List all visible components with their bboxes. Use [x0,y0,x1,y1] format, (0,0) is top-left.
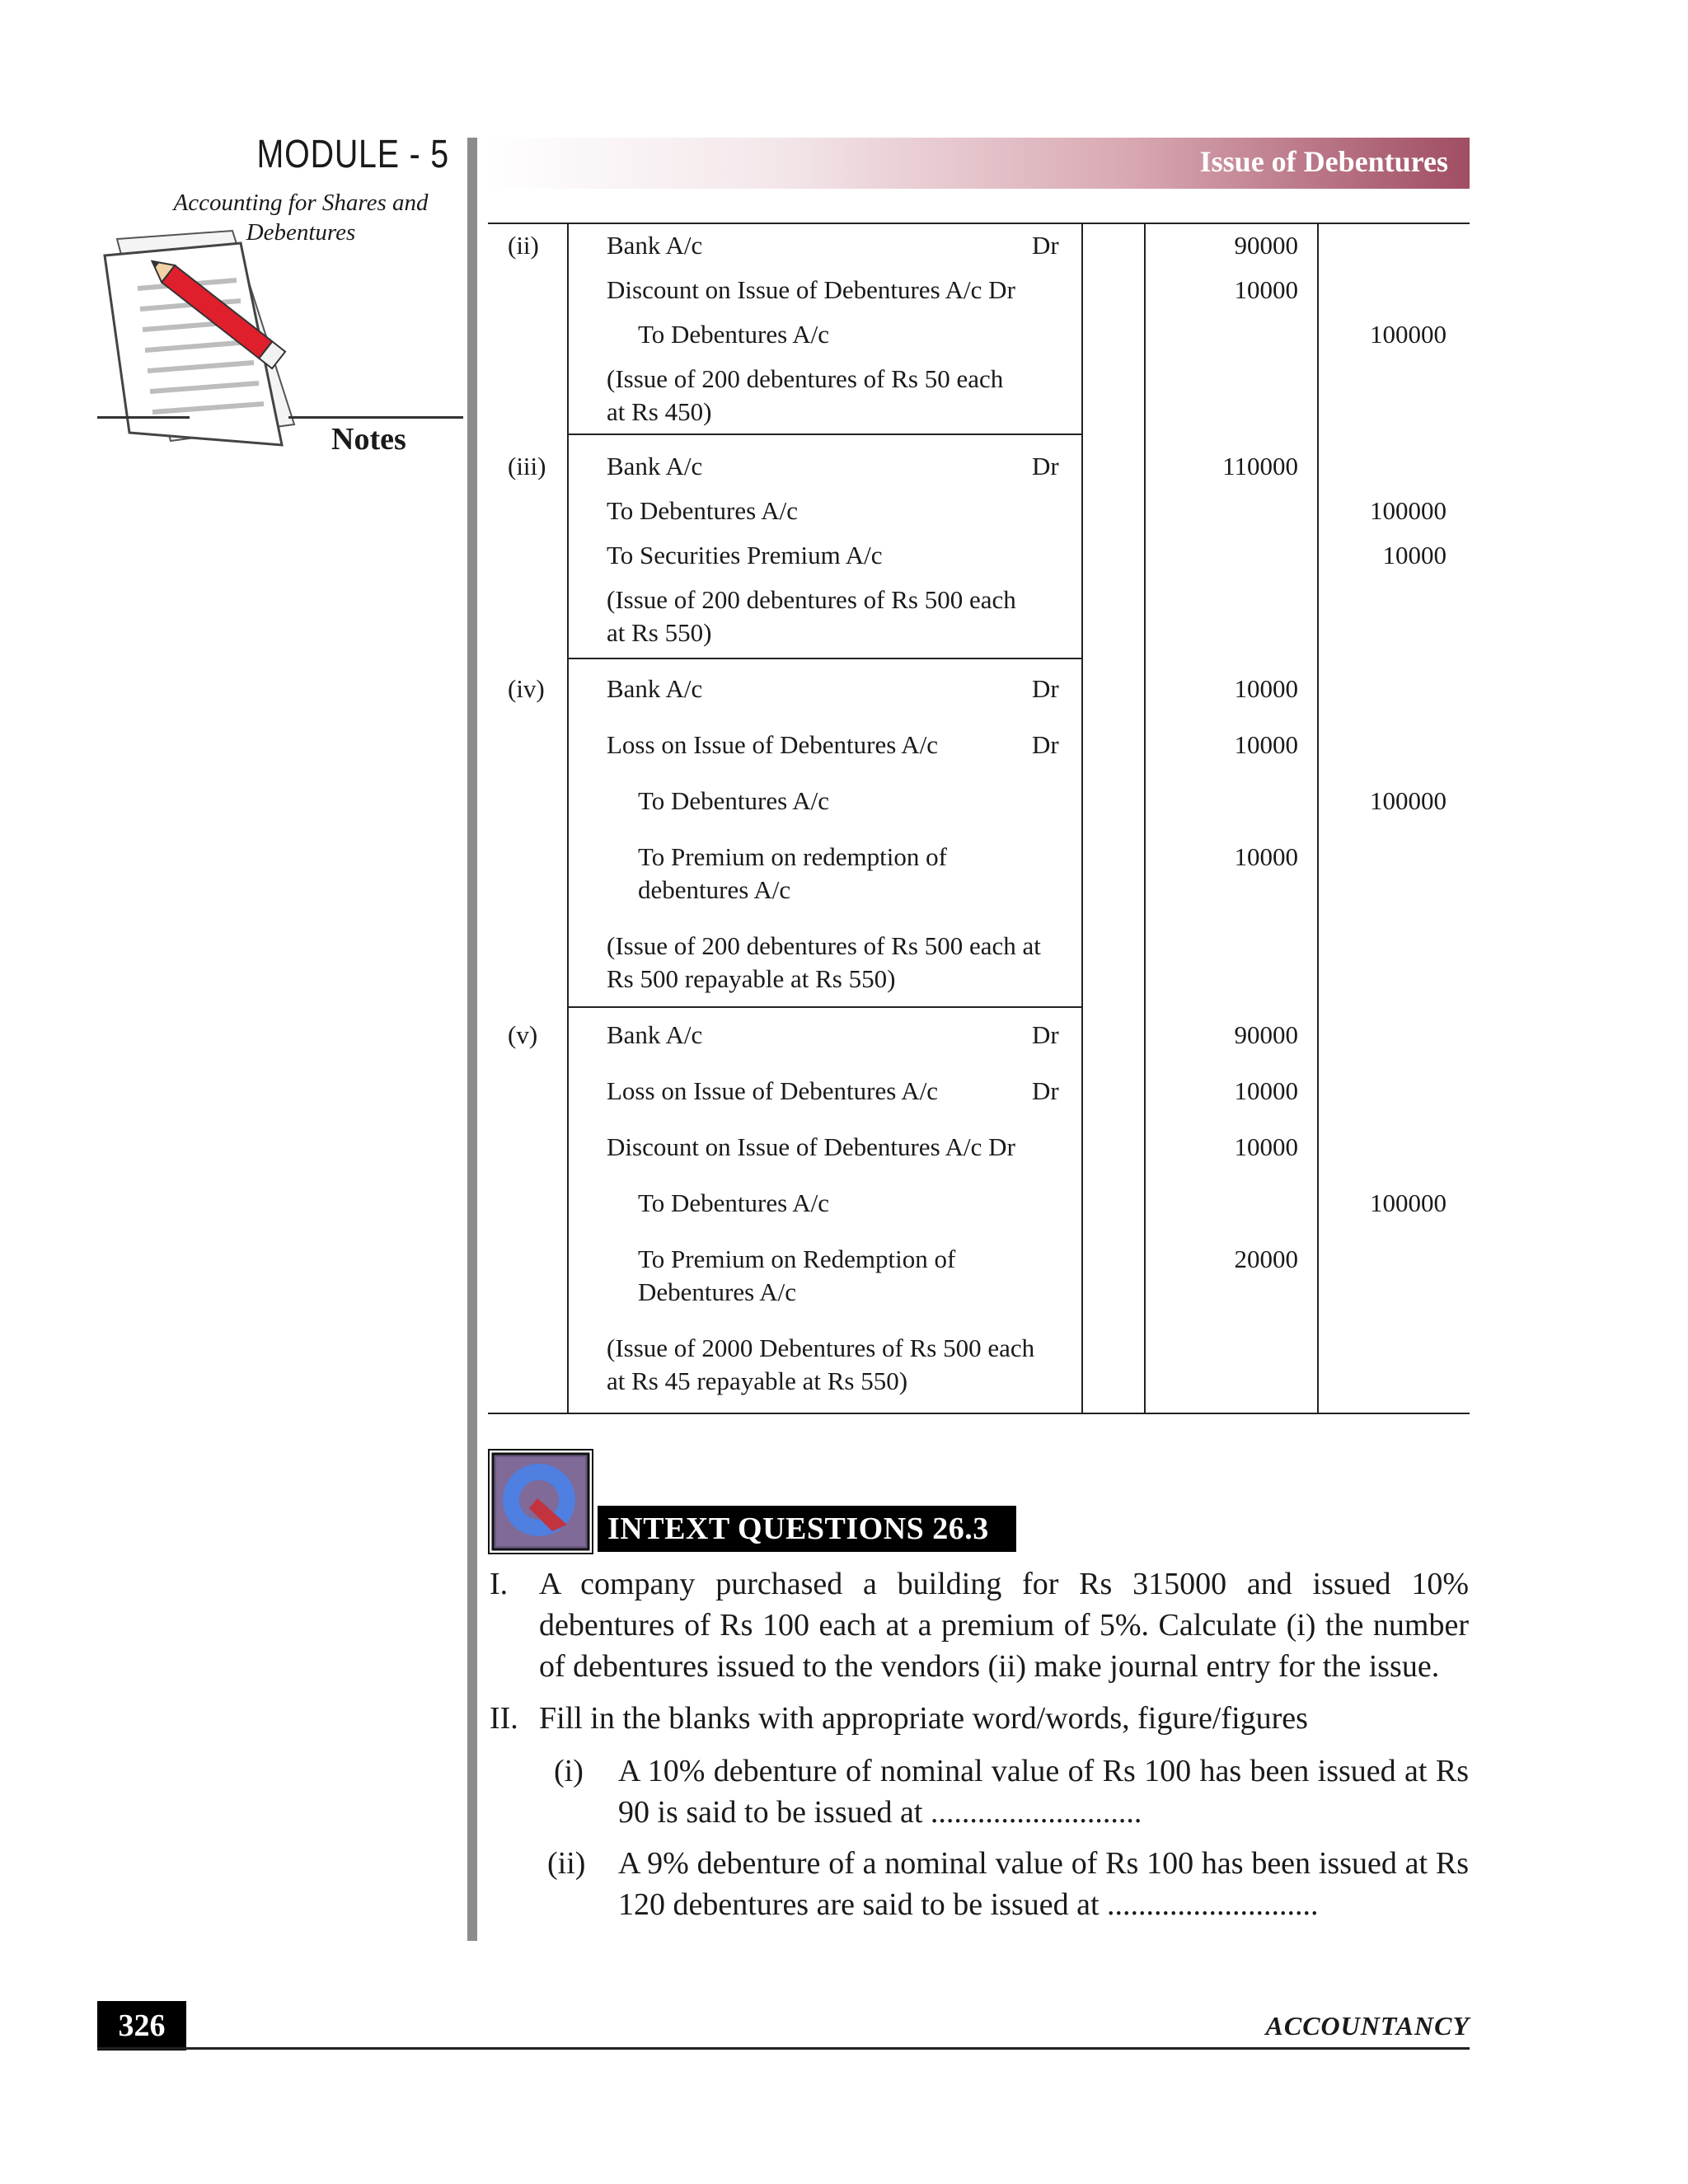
table-column-rule [1081,224,1083,1413]
particulars: To Debentures A/c [638,786,829,815]
particulars: To Debentures A/c [638,320,829,349]
narration: (Issue of 200 debentures of Rs 500 each at Rs 500 repayable at Rs 550) [607,931,1041,993]
chapter-title: Issue of Debentures [1199,145,1448,178]
particulars: Bank A/c [607,231,703,260]
debit-amount: 10000 [1234,275,1298,304]
page-number: 326 [97,2001,186,2050]
notes-label: Notes [331,422,406,457]
particulars: Discount on Issue of Debentures A/c Dr [607,275,1015,304]
credit-amount: 100000 [1370,496,1447,525]
particulars: To Debentures A/c [607,496,798,525]
table-column-rule [1317,224,1319,1413]
debit-amount: 10000 [1234,730,1298,759]
question-text: A company purchased a building for Rs 315000 and issued 10% debentures of Rs 100 each at a premium of 5%. Calculate (i) the number of debentures issued to the vendors (ii) make journal entry for the issue. [539,1567,1469,1684]
debit-amount: 10000 [1234,1076,1298,1105]
table-column-rule [1144,224,1146,1413]
entry-separator [567,434,1081,435]
notes-rule [288,416,463,419]
particulars: Loss on Issue of Debentures A/c [607,730,939,759]
question-number: I. [490,1567,509,1601]
particulars: Loss on Issue of Debentures A/c [607,1076,939,1105]
credit-amount: 100000 [1370,786,1447,815]
debit-amount: 90000 [1234,1020,1298,1049]
notes-rule [97,416,190,419]
debit-amount: 90000 [1234,231,1298,260]
credit-amount: 10000 [1382,541,1447,569]
footer-rule [97,2047,1470,2050]
particulars: To Premium on redemption of debentures A/c [638,842,947,904]
module-subtitle: Accounting for Shares and Debentures [173,190,429,246]
question-number: II. [490,1701,518,1736]
particulars: To Securities Premium A/c [607,541,883,569]
particulars: To Debentures A/c [638,1188,829,1217]
sub-question-text: A 9% debenture of a nominal value of Rs 100 has been issued at Rs 120 debentures are said to be issued at ........................... [618,1846,1469,1922]
entry-separator [567,658,1081,659]
question-text: Fill in the blanks with appropriate word/words, figure/figures [539,1701,1308,1736]
dr-marker: Dr [1032,1020,1059,1049]
credit-amount: 100000 [1370,1188,1447,1217]
entry-separator [567,1006,1081,1008]
entry-ref: (iv) [508,674,545,703]
dr-marker: Dr [1032,730,1059,759]
particulars: Bank A/c [607,452,703,480]
margin-divider [467,138,477,1941]
narration: (Issue of 200 debentures of Rs 50 each at Rs 450) [607,364,1004,426]
narration: (Issue of 200 debentures of Rs 500 each at Rs 550) [607,585,1016,647]
intext-questions-heading: INTEXT QUESTIONS 26.3 [598,1506,1016,1552]
dr-marker: Dr [1032,1076,1059,1105]
dr-marker: Dr [1032,231,1059,260]
chapter-header-band [488,138,1470,189]
module-title: MODULE - 5 [256,133,449,176]
notes-illustration [92,223,340,453]
debit-amount: 10000 [1234,1132,1298,1161]
narration: (Issue of 2000 Debentures of Rs 500 each at Rs 45 repayable at Rs 550) [607,1333,1035,1395]
particulars: Discount on Issue of Debentures A/c Dr [607,1132,1015,1161]
sub-question-number: (ii) [547,1846,586,1881]
footer-subject: ACCOUNTANCY [1265,2011,1470,2041]
entry-ref: (ii) [508,231,539,260]
dr-marker: Dr [1032,674,1059,703]
credit-amount: 100000 [1370,320,1447,349]
debit-amount: 10000 [1234,842,1298,871]
journal-table [488,223,1470,1414]
intext-questions-icon [488,1449,593,1554]
particulars: To Premium on Redemption of Debentures A/c [638,1244,956,1306]
debit-amount: 20000 [1234,1244,1298,1273]
debit-amount: 110000 [1222,452,1298,480]
table-column-rule [567,224,569,1413]
dr-marker: Dr [1032,452,1059,480]
entry-ref: (v) [508,1020,538,1049]
entry-ref: (iii) [508,452,546,480]
debit-amount: 10000 [1234,674,1298,703]
particulars: Bank A/c [607,674,703,703]
sub-question-text: A 10% debenture of nominal value of Rs 100 has been issued at Rs 90 is said to be issued at ........................... [618,1754,1469,1830]
sub-question-number: (i) [554,1754,584,1788]
particulars: Bank A/c [607,1020,703,1049]
